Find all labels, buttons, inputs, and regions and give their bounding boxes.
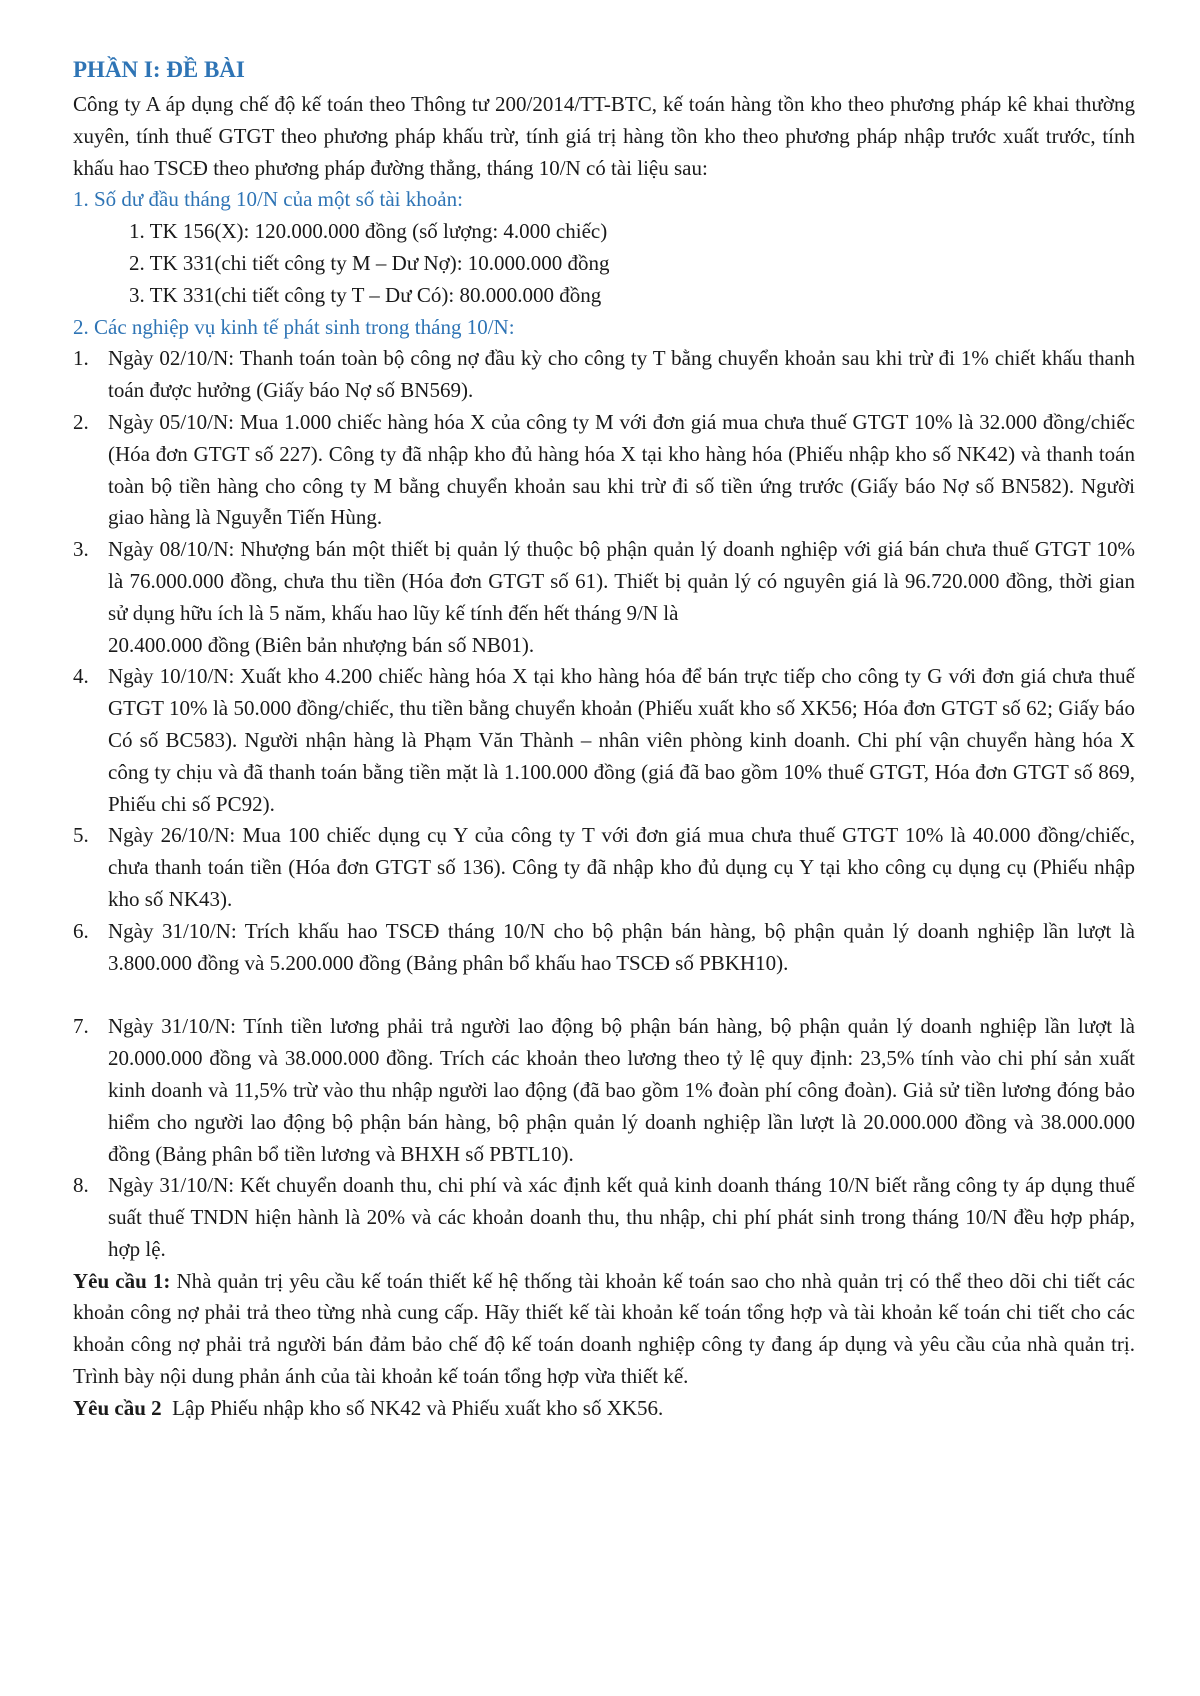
transaction-text: Ngày 10/10/N: Xuất kho 4.200 chiếc hàng hóa X tại kho hàng hóa để bán trực tiếp cho công ty G với đơn giá chưa thuế GTGT 10% là 50.000 đồng/chiếc, thu tiền bằng chuyển khoản (Phiếu xuất kho số XK56; Hóa đơn GTGT số 62; Giấy báo Có số BC583). Người nhận hàng là Phạm Văn Thành – nhân viên phòng kinh doanh. Chi phí vận chuyển hàng hóa X công ty chịu và đã thanh toán bằng tiền mặt là 1.100.000 đồng (giá đã bao gồm 10% thuế GTGT, Hóa đơn GTGT số 869, Phiếu chi số PC92). <box>108 664 1135 816</box>
requirement-2-text: Lập Phiếu nhập kho số NK42 và Phiếu xuất kho số XK56. <box>161 1395 664 1420</box>
transaction-item <box>73 820 1135 915</box>
transaction-text: Ngày 31/10/N: Trích khấu hao TSCĐ tháng 10/N cho bộ phận bán hàng, bộ phận quản lý doanh nghiệp lần lượt là 3.800.000 đồng và 5.200.000 đồng (Bảng phân bổ khấu hao TSCĐ số PBKH10). <box>108 918 1135 975</box>
requirement-1-label: Yêu cầu 1: <box>73 1268 171 1293</box>
opening-balance-list <box>73 216 1135 311</box>
blank-spacer <box>73 979 1135 1011</box>
transaction-number: 7. <box>73 1014 89 1039</box>
transaction-number: 2. <box>73 409 89 434</box>
transaction-text: Ngày 31/10/N: Tính tiền lương phải trả người lao động bộ phận bán hàng, bộ phận quản lý doanh nghiệp lần lượt là 20.000.000 đồng và 38.000.000 đồng. Trích các khoản theo lương theo tỷ lệ quy định: 23,5% tính vào chi phí sản xuất kinh doanh và 11,5% trừ vào thu nhập người lao động (đã bao gồm 1% đoàn phí công đoàn). Giả sử tiền lương đóng bảo hiểm cho người lao động bộ phận bán hàng, bộ phận quản lý doanh nghiệp lần lượt là 20.000.000 đồng và 38.000.000 đồng (Bảng phân bổ tiền lương và BHXH số PBTL10). <box>108 1014 1135 1166</box>
section-1-title: 1. Số dư đầu tháng 10/N của một số tài khoản: <box>73 187 463 212</box>
transaction-text: Ngày 31/10/N: Kết chuyển doanh thu, chi phí và xác định kết quả kinh doanh tháng 10/N biết rằng công ty áp dụng thuế suất thuế TNDN hiện hành là 20% và các khoản doanh thu, thu nhập, chi phí phát sinh trong tháng 10/N đều hợp pháp, hợp lệ. <box>108 1173 1135 1261</box>
transaction-number: 5. <box>73 823 89 848</box>
transaction-text: Ngày 02/10/N: Thanh toán toàn bộ công nợ đầu kỳ cho công ty T bằng chuyển khoản sau khi trừ đi 1% chiết khấu thanh toán được hưởng (Giấy báo Nợ số BN569). <box>108 346 1135 403</box>
transaction-item <box>73 1011 1135 1170</box>
transaction-number: 8. <box>73 1173 89 1198</box>
transaction-number: 3. <box>73 537 89 562</box>
balance-item: 1. TK 156(X): 120.000.000 đồng (số lượng: 4.000 chiếc) <box>129 219 608 244</box>
section-2-title: 2. Các nghiệp vụ kinh tế phát sinh trong tháng 10/N: <box>73 314 515 339</box>
requirement-2-label: Yêu cầu 2 <box>73 1395 162 1420</box>
transaction-text: Ngày 26/10/N: Mua 100 chiếc dụng cụ Y của công ty T với đơn giá mua chưa thuế GTGT 10% là 40.000 đồng/chiếc, chưa thanh toán tiền (Hóa đơn GTGT số 136). Công ty đã nhập kho đủ dụng cụ Y tại kho công cụ dụng cụ (Phiếu nhập kho số NK43). <box>108 823 1135 911</box>
balance-item: 2. TK 331(chi tiết công ty M – Dư Nợ): 10.000.000 đồng <box>129 250 610 275</box>
document-page <box>73 54 1135 1425</box>
transaction-text-wrap <box>108 534 1135 661</box>
page-title: PHẦN I: ĐỀ BÀI <box>73 57 245 82</box>
transaction-text: Ngày 05/10/N: Mua 1.000 chiếc hàng hóa X của công ty M với đơn giá mua chưa thuế GTGT 10% là 32.000 đồng/chiếc (Hóa đơn GTGT số 227). Công ty đã nhập kho đủ hàng hóa X tại kho hàng hóa (Phiếu nhập kho số NK42) và thanh toán toàn bộ tiền hàng cho công ty M bằng chuyển khoản sau khi trừ đi số tiền ứng trước (Giấy báo Nợ số BN582). Người giao hàng là Nguyễn Tiến Hùng. <box>108 409 1135 530</box>
transaction-item <box>73 534 1135 661</box>
requirement-1 <box>73 1266 1135 1393</box>
transaction-item <box>73 1170 1135 1265</box>
intro-paragraph: Công ty A áp dụng chế độ kế toán theo Thông tư 200/2014/TT-BTC, kế toán hàng tồn kho theo phương pháp kê khai thường xuyên, tính thuế GTGT theo phương pháp khấu trừ, tính giá trị hàng tồn kho theo phương pháp nhập trước xuất trước, tính khấu hao TSCĐ theo phương pháp đường thẳng, tháng 10/N có tài liệu sau: <box>73 92 1135 180</box>
transaction-item <box>73 343 1135 407</box>
transaction-number: 1. <box>73 346 89 371</box>
transaction-text-continued: 20.400.000 đồng (Biên bản nhượng bán số NB01). <box>108 632 535 657</box>
requirement-2 <box>73 1393 1135 1425</box>
transaction-list <box>73 343 1135 1265</box>
transaction-item <box>73 661 1135 820</box>
transaction-number: 6. <box>73 918 89 943</box>
transaction-item <box>73 407 1135 534</box>
transaction-text: Ngày 08/10/N: Nhượng bán một thiết bị quản lý thuộc bộ phận quản lý doanh nghiệp với giá bán chưa thuế GTGT 10% là 76.000.000 đồng, chưa thu tiền (Hóa đơn GTGT số 61). Thiết bị quản lý có nguyên giá là 96.720.000 đồng, thời gian sử dụng hữu ích là 5 năm, khấu hao lũy kế tính đến hết tháng 9/N là <box>108 537 1135 625</box>
balance-item: 3. TK 331(chi tiết công ty T – Dư Có): 80.000.000 đồng <box>129 282 602 307</box>
requirement-1-text: Nhà quản trị yêu cầu kế toán thiết kế hệ thống tài khoản kế toán sao cho nhà quản trị có thể theo dõi chi tiết các khoản công nợ phải trả theo từng nhà cung cấp. Hãy thiết kế tài khoản kế toán tổng hợp và tài khoản kế toán chi tiết cho các khoản công nợ phải trả người bán đảm bảo chế độ kế toán doanh nghiệp công ty đang áp dụng và yêu cầu của nhà quản trị. Trình bày nội dung phản ánh của tài khoản kế toán tổng hợp vừa thiết kế. <box>73 1268 1135 1389</box>
transaction-item <box>73 916 1135 980</box>
transaction-number: 4. <box>73 664 89 689</box>
